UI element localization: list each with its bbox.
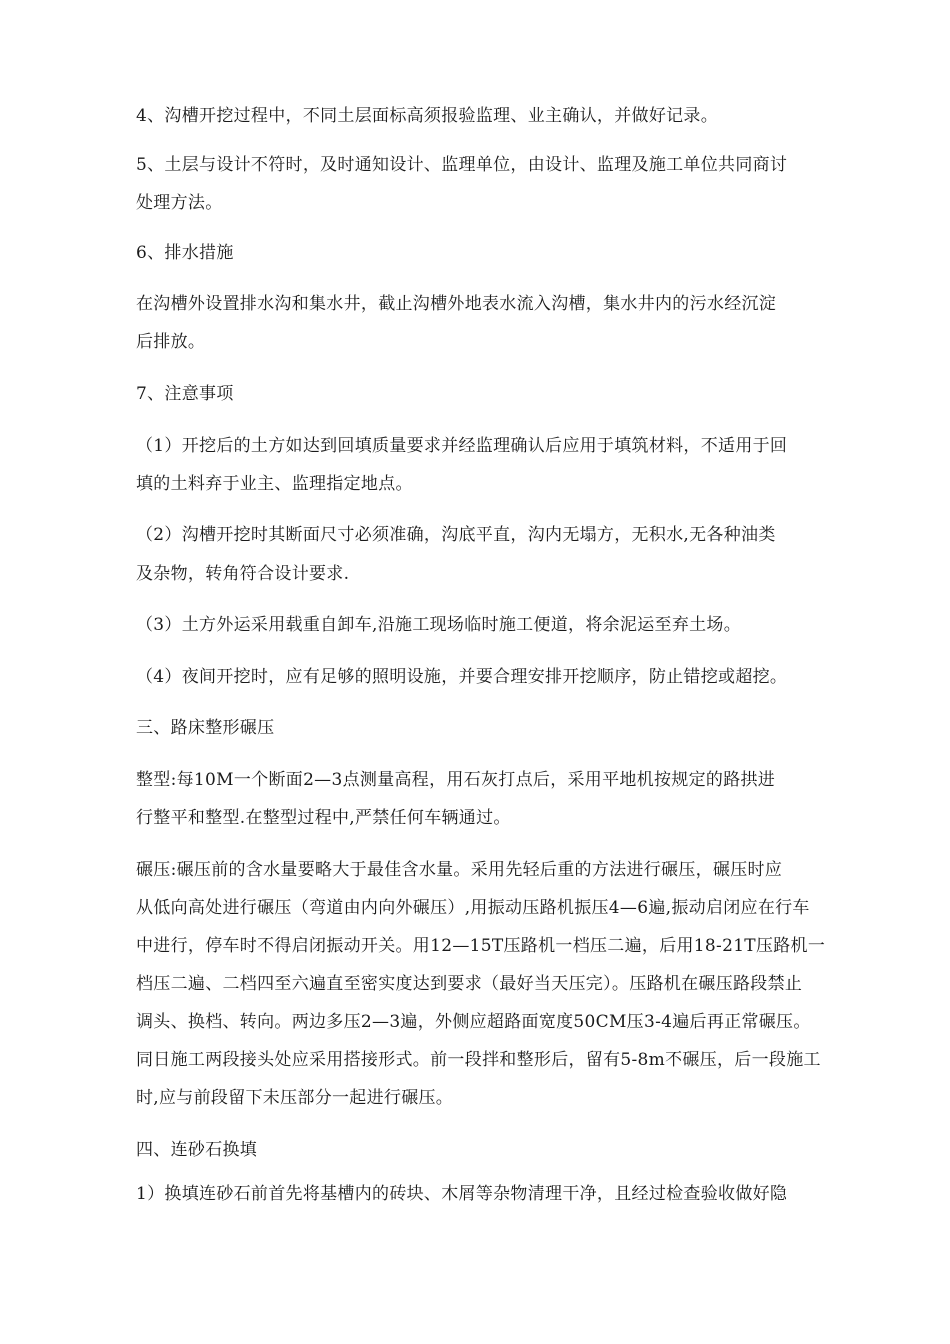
- paragraph-rolling-line-4: 档压二遍、二档四至六遍直至密实度达到要求（最好当天压完）。压路机在碾压路段禁止: [136, 974, 803, 994]
- paragraph-shaping-line-1: 整型:每10M一个断面2—3点测量高程，用石灰打点后，采用平地机按规定的路拱进: [136, 770, 776, 790]
- paragraph-rolling-line-6: 同日施工两段接头处应采用搭接形式。前一段拌和整形后，留有5-8m不碾压，后一段施工: [136, 1050, 821, 1070]
- paragraph-rolling-line-5: 调头、换档、转向。两边多压2—3遍，外侧应超路面宽度50CM压3-4遍后再正常碾压。: [136, 1012, 811, 1032]
- paragraph-replacement-line-1: 1）换填连砂石前首先将基槽内的砖块、木屑等杂物清理干净，且经过检查验收做好隐: [136, 1184, 788, 1204]
- precaution-3: （3）土方外运采用载重自卸车,沿施工现场临时施工便道，将余泥运至弃土场。: [136, 615, 742, 635]
- heading-drainage-measures: 6、排水措施: [136, 243, 234, 263]
- precaution-2-line-1: （2）沟槽开挖时其断面尺寸必须准确，沟底平直，沟内无塌方，无积水,无各种油类: [136, 525, 776, 545]
- paragraph-drainage-line-2: 后排放。: [136, 332, 206, 352]
- paragraph-shaping-line-2: 行整平和整型.在整型过程中,严禁任何车辆通过。: [136, 808, 511, 828]
- paragraph-rolling-line-1: 碾压:碾压前的含水量要略大于最佳含水量。采用先轻后重的方法进行碾压，碾压时应: [136, 860, 783, 880]
- heading-sand-gravel-replacement: 四、连砂石换填: [136, 1140, 258, 1160]
- heading-precautions: 7、注意事项: [136, 384, 234, 404]
- paragraph-item-4: 4、沟槽开挖过程中，不同土层面标高须报验监理、业主确认，并做好记录。: [136, 106, 719, 126]
- precaution-4: （4）夜间开挖时，应有足够的照明设施，并要合理安排开挖顺序，防止错挖或超挖。: [136, 667, 788, 687]
- paragraph-rolling-line-2: 从低向高处进行碾压（弯道由内向外碾压）,用振动压路机振压4—6遍,振动启闭应在行车: [136, 898, 810, 918]
- precaution-1-line-1: （1）开挖后的土方如达到回填质量要求并经监理确认后应用于填筑材料，不适用于回: [136, 436, 788, 456]
- paragraph-rolling-line-3: 中进行，停车时不得启闭振动开关。用12—15T压路机一档压二遍，后用18-21T压路机一: [136, 936, 826, 956]
- precaution-1-line-2: 填的土料弃于业主、监理指定地点。: [136, 474, 413, 494]
- heading-subgrade-compaction: 三、路床整形碾压: [136, 718, 275, 738]
- paragraph-item-5-line-2: 处理方法。: [136, 193, 223, 213]
- paragraph-item-5-line-1: 5、土层与设计不符时，及时通知设计、监理单位，由设计、监理及施工单位共同商讨: [136, 155, 788, 175]
- precaution-2-line-2: 及杂物，转角符合设计要求.: [136, 564, 350, 584]
- paragraph-drainage-line-1: 在沟槽外设置排水沟和集水井，截止沟槽外地表水流入沟槽，集水井内的污水经沉淀: [136, 294, 777, 314]
- paragraph-rolling-line-7: 时,应与前段留下未压部分一起进行碾压。: [136, 1088, 454, 1108]
